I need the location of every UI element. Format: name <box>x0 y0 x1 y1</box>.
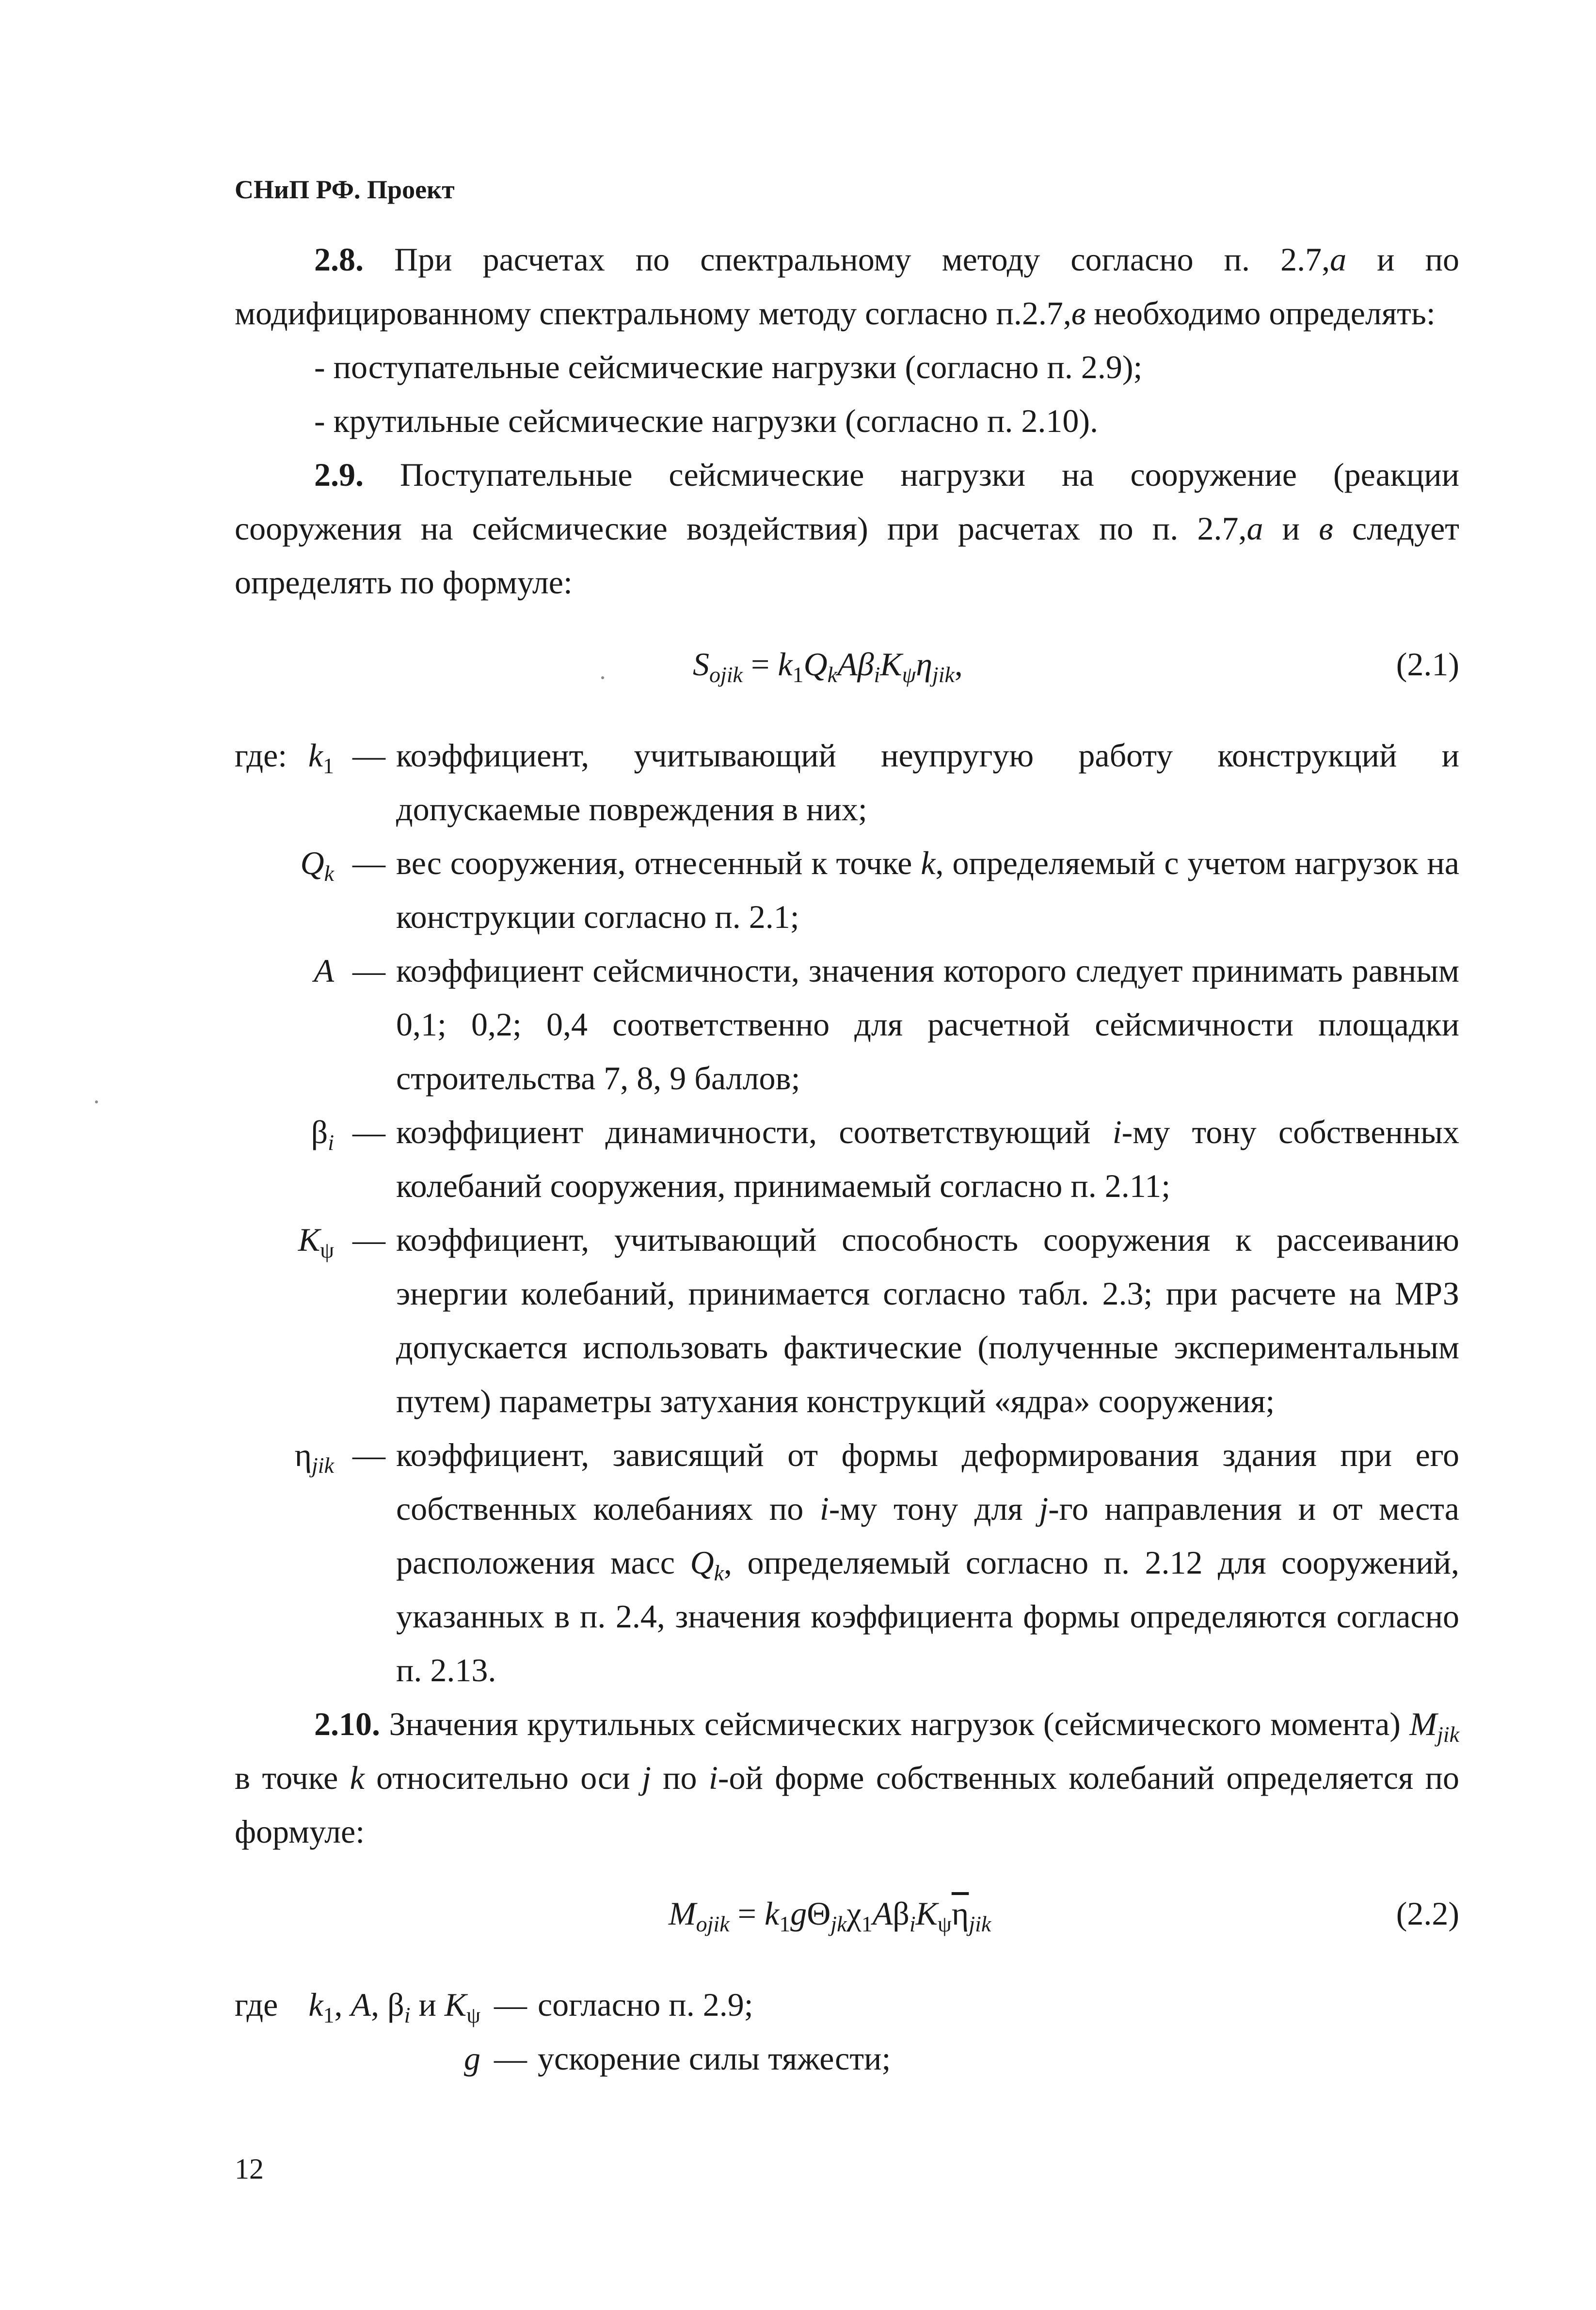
formula-2-2 <box>235 1872 1459 1950</box>
formula-expression: $M_{ojik} = k_1g\Theta_{jk}\chi_1A\beta_iK_\psi\overline{\eta}_{jik}$ <box>669 1895 991 1936</box>
clause-number: 2.8. <box>314 241 364 278</box>
definition-beta: $\beta_i$ — коэффициент динамичности, соответствующий i-му тону собственных колебаний сооружения, принимаемый согласно п. 2.11; <box>311 1114 1459 1204</box>
definition-eta: $\eta_{jik}$ — коэффициент, зависящий от формы деформирования здания при его собственных колебаниях по i-му тону для j-го направления и от места расположения масс $Q_k$, определяемый согласно п. 2.12 для сооружений, указанных в п. 2.4, значения коэффициента формы определяются согласно п. 2.13. <box>294 1436 1459 1689</box>
scan-speck <box>601 676 604 679</box>
scan-speck <box>95 1100 98 1103</box>
page-body <box>235 233 1459 2086</box>
paragraph-2-10: 2.10. Значения крутильных сейсмических нагрузок (сейсмического момента) $M_{jik}$ в точке k относительно оси j по i-ой форме собственных колебаний определяется по формуле: <box>235 1705 1459 1850</box>
definition-group-k1-a-beta-kpsi: где $k_1$, A, $\beta_i$ и $K_\psi$ — согласно п. 2.9; <box>235 1986 753 2027</box>
paragraph-2-9: 2.9. Поступательные сейсмические нагрузки на сооружение (реакции сооружения на сейсмические воздействия) при расчетах по п. 2.7,а и в следует определять по формуле: <box>235 456 1460 601</box>
definition-a: A — коэффициент сейсмичности, значения которого следует принимать равным 0,1; 0,2; 0,4 соответственно для расчетной сейсмичности площадки строительства 7, 8, 9 баллов; <box>314 952 1459 1097</box>
list-item: - крутильные сейсмические нагрузки (согласно п. 2.10). <box>314 402 1098 439</box>
formula-number: (2.1) <box>1396 646 1459 683</box>
clause-number: 2.9. <box>314 456 364 493</box>
page-number: 12 <box>235 2153 264 2185</box>
paragraph-2-8: 2.8. При расчетах по спектральному методу согласно п. 2.7,а и по модифицированному спектральному методу согласно п.2.7,в необходимо определять: <box>235 241 1459 332</box>
definition-g: g — ускорение силы тяжести; <box>464 2040 891 2077</box>
formula-2-1 <box>235 623 1459 701</box>
formula-number: (2.2) <box>1396 1895 1459 1932</box>
clause-number: 2.10. <box>314 1705 380 1742</box>
formula-expression: $S_{ojik} = k_1Q_kA\beta_iK_\psi\eta_{jik}$, <box>693 646 963 687</box>
definition-kpsi: $K_\psi$ — коэффициент, учитывающий способность сооружения к рассеиванию энергии колебаний, принимается согласно табл. 2.3; при расчете на МРЗ допускается использовать фактические (полученные экспериментальным путем) параметры затухания конструкций «ядра» сооружения; <box>298 1221 1459 1419</box>
definition-k1: где: $k_1$ — коэффициент, учитывающий неупругую работу конструкций и допускаемые повреждения в них; <box>235 737 1459 828</box>
definitions-list <box>235 729 1459 1697</box>
page-header: СНиП РФ. Проект <box>235 175 455 204</box>
list-item: - поступательные сейсмические нагрузки (согласно п. 2.9); <box>314 349 1143 385</box>
definition-qk: $Q_k$ — вес сооружения, отнесенный к точке k, определяемый с учетом нагрузок на конструкции согласно п. 2.1; <box>300 844 1459 935</box>
